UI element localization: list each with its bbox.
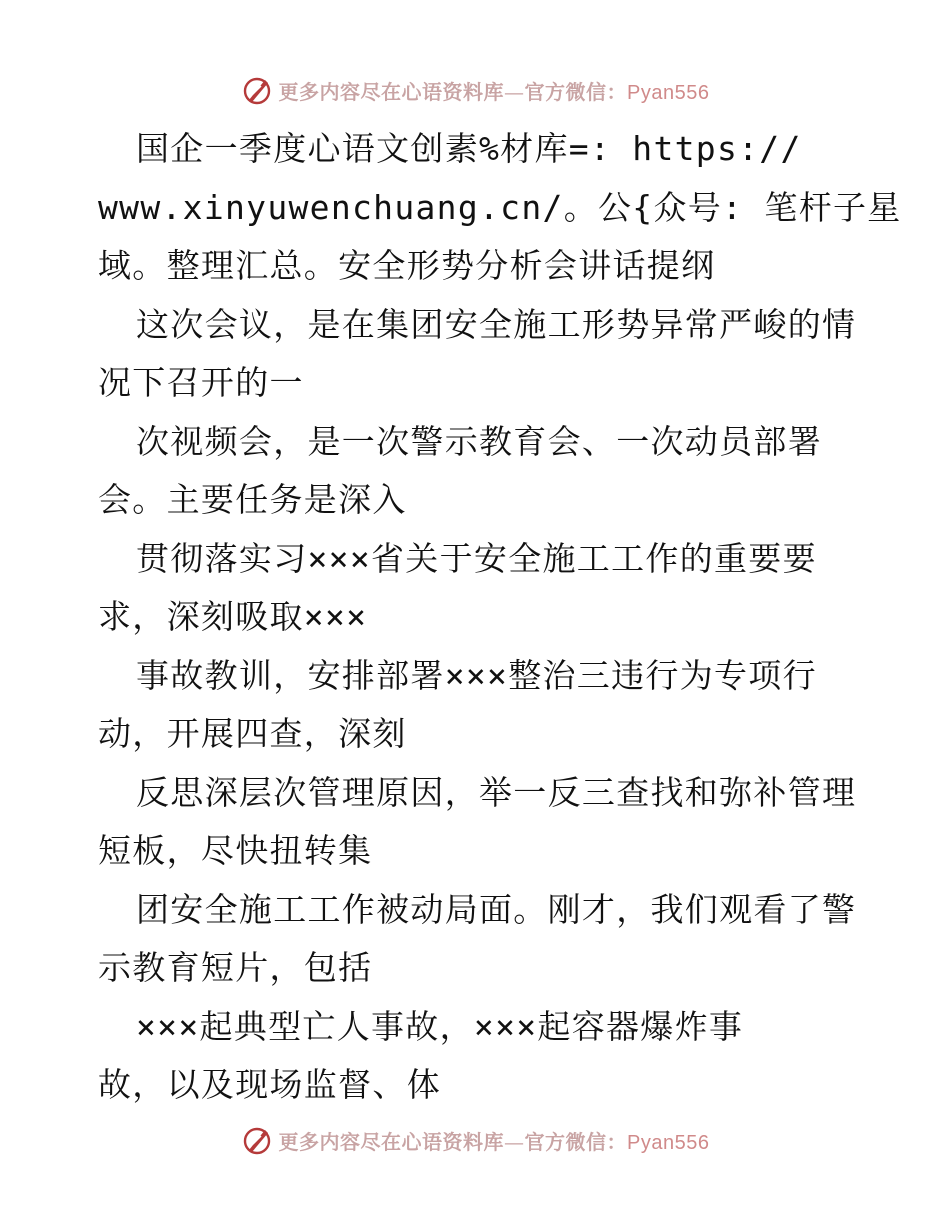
quill-logo-icon [241,74,273,106]
text-line: 域。整理汇总。安全形势分析会讲话提纲 [98,246,716,285]
header-banner [0,70,950,110]
banner-text [279,1126,710,1155]
text-line: www.xinyuwenchuang.cn/。公{众号: 笔杆子星 [98,187,902,227]
text-line: 反思深层次管理原因，举一反三查找和弥补管理 [136,772,857,812]
banner-wechat-handle: Pyan556 [627,81,710,104]
text-line: 事故教训，安排部署×××整治三违行为专项行 [136,655,817,695]
text-line: 示教育短片，包括 [98,948,373,987]
text-line: 团安全施工工作被动局面。刚才，我们观看了警 [136,889,857,929]
banner-slogan: 更多内容尽在心语资料库 [278,79,505,104]
banner-dash: — [504,79,525,104]
banner-wechat-label: 官方微信： [524,79,628,104]
banner-dash: — [504,1129,525,1154]
text-line: 动，开展四查，深刻 [98,714,407,753]
text-line: 次视频会，是一次警示教育会、一次动员部署 [136,421,822,461]
text-line: ×××起典型亡人事故，×××起容器爆炸事 [136,1006,744,1046]
banner-content [241,74,710,106]
text-line: 贯彻落实习×××省关于安全施工工作的重要要 [136,538,817,578]
text-line: 这次会议，是在集团安全施工形势异常严峻的情 [136,304,857,344]
document-body [98,120,902,1115]
banner-text [279,76,710,105]
banner-wechat-handle: Pyan556 [627,1131,710,1154]
text-line: 国企一季度心语文创素%材库=: https:// [136,129,802,168]
quill-logo-icon [241,1124,273,1156]
banner-wechat-label: 官方微信： [524,1129,628,1154]
text-line: 求，深刻吸取××× [98,597,368,636]
text-line: 会。主要任务是深入 [98,480,407,519]
banner-content [241,1124,710,1156]
text-line: 故，以及现场监督、体 [98,1065,441,1104]
text-line: 况下召开的一 [98,363,304,402]
banner-slogan: 更多内容尽在心语资料库 [278,1129,505,1154]
text-line: 短板，尽快扭转集 [98,831,373,870]
footer-banner [0,1120,950,1160]
